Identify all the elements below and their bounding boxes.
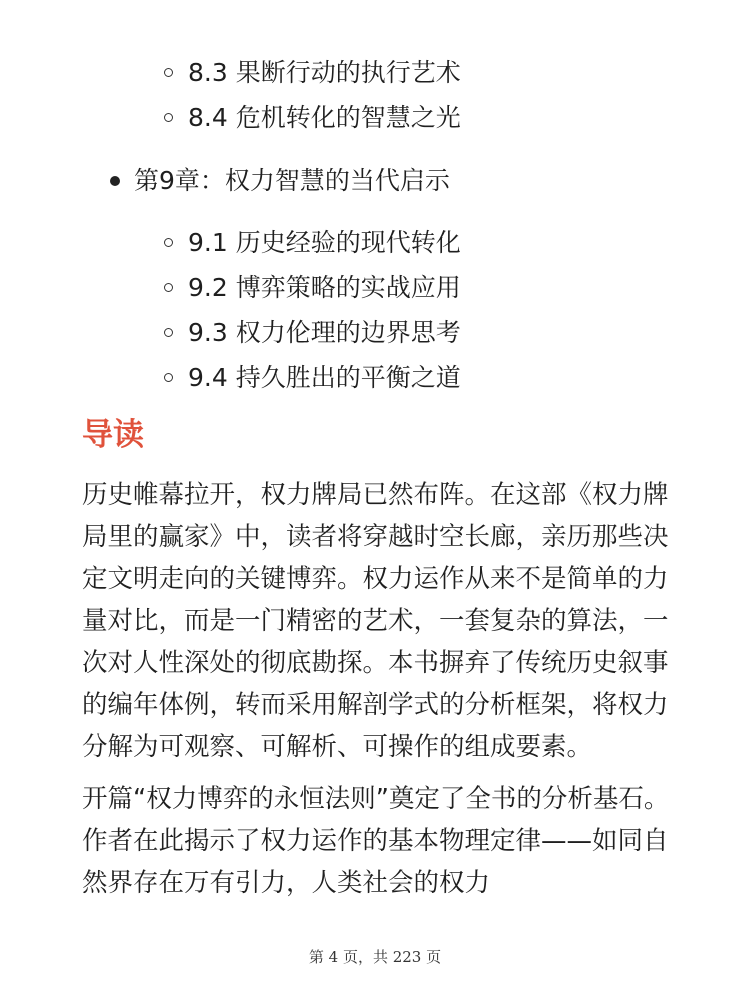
toc-item-9-2 [0, 265, 750, 310]
page-number: 第 4 页，共 223 页 [308, 948, 442, 966]
filled-bullet-icon [110, 176, 120, 186]
hollow-bullet-icon [164, 113, 173, 122]
section-heading: 导读 [82, 417, 144, 453]
table-of-contents [0, 50, 750, 400]
toc-item-8-4 [0, 95, 750, 140]
toc-item-9-1 [0, 220, 750, 265]
toc-item-label: 9.4 持久胜出的平衡之道 [188, 363, 461, 392]
hollow-bullet-icon [164, 373, 173, 382]
toc-item-label: 9.1 历史经验的现代转化 [188, 228, 461, 257]
toc-chapter-9 [0, 152, 750, 210]
toc-item-label: 8.3 果断行动的执行艺术 [188, 58, 461, 87]
paragraph: 开篇“权力博弈的永恒法则”奠定了全书的分析基石。作者在此揭示了权力运作的基本物理定律——如同自然界存在万有引力，人类社会的权力 [82, 784, 670, 898]
toc-item-label: 8.4 危机转化的智慧之光 [188, 103, 461, 132]
hollow-bullet-icon [164, 328, 173, 337]
paragraph: 历史帷幕拉开，权力牌局已然布阵。在这部《权力牌局里的赢家》中，读者将穿越时空长廊，亲历那些决定文明走向的关键博弈。权力运作从来不是简单的力量对比，而是一门精密的艺术，一套复杂的算法，一次对人性深处的彻底勘探。本书摒弃了传统历史叙事的编年体例，转而采用解剖学式的分析框架，将权力分解为可观察、可解析、可操作的组成要素。 [82, 480, 669, 762]
hollow-bullet-icon [164, 283, 173, 292]
toc-chapter-label: 第9章：权力智慧的当代启示 [134, 166, 450, 195]
toc-item-label: 9.3 权力伦理的边界思考 [188, 318, 461, 347]
toc-item-9-3 [0, 310, 750, 355]
hollow-bullet-icon [164, 68, 173, 77]
toc-item-8-3 [0, 50, 750, 95]
toc-item-9-4 [0, 355, 750, 400]
body-text [82, 474, 682, 914]
toc-item-label: 9.2 博弈策略的实战应用 [188, 273, 461, 302]
hollow-bullet-icon [164, 238, 173, 247]
